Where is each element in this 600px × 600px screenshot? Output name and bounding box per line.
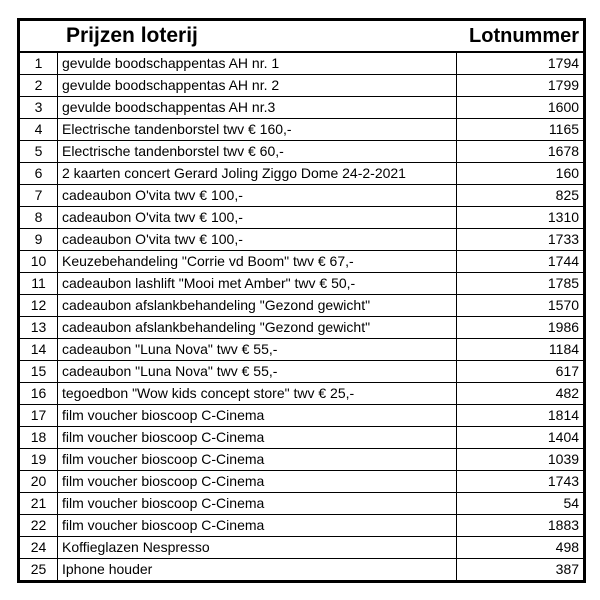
table-row (19, 295, 585, 317)
row-number-cell: 21 (19, 493, 58, 515)
lotnumber-cell: 1404 (457, 427, 585, 449)
table-row (19, 559, 585, 582)
lotnumber-cell: 1744 (457, 251, 585, 273)
table-row (19, 471, 585, 493)
lotnumber-cell: 1678 (457, 141, 585, 163)
prize-cell: tegoedbon "Wow kids concept store" twv € 25,- (58, 383, 457, 405)
row-number-cell: 8 (19, 207, 58, 229)
table-row (19, 75, 585, 97)
prize-table-header (19, 20, 585, 53)
table-row (19, 141, 585, 163)
lotnumber-cell: 1814 (457, 405, 585, 427)
prize-cell: cadeaubon lashlift "Mooi met Amber" twv € 50,- (58, 273, 457, 295)
row-number-cell: 14 (19, 339, 58, 361)
lotnumber-cell: 1794 (457, 52, 585, 75)
lotnumber-cell: 387 (457, 559, 585, 582)
row-number-cell: 15 (19, 361, 58, 383)
row-number-cell: 4 (19, 119, 58, 141)
prize-cell: cadeaubon O'vita twv € 100,- (58, 185, 457, 207)
row-number-cell: 9 (19, 229, 58, 251)
lotnumber-cell: 825 (457, 185, 585, 207)
lotnumber-cell: 1986 (457, 317, 585, 339)
table-row (19, 427, 585, 449)
table-row (19, 229, 585, 251)
prize-cell: cadeaubon O'vita twv € 100,- (58, 207, 457, 229)
prize-table-body (19, 52, 585, 582)
prize-cell: 2 kaarten concert Gerard Joling Ziggo Dome 24-2-2021 (58, 163, 457, 185)
prize-cell: cadeaubon afslankbehandeling "Gezond gewicht" (58, 317, 457, 339)
lotnumber-cell: 482 (457, 383, 585, 405)
prize-cell: film voucher bioscoop C-Cinema (58, 449, 457, 471)
table-row (19, 163, 585, 185)
table-row (19, 449, 585, 471)
row-number-cell: 13 (19, 317, 58, 339)
prize-cell: Electrische tandenborstel twv € 60,- (58, 141, 457, 163)
prize-cell: film voucher bioscoop C-Cinema (58, 515, 457, 537)
row-number-cell: 6 (19, 163, 58, 185)
prize-cell: cadeaubon afslankbehandeling "Gezond gewicht" (58, 295, 457, 317)
table-row (19, 537, 585, 559)
lotnumber-cell: 498 (457, 537, 585, 559)
lotnumber-cell: 1600 (457, 97, 585, 119)
prize-cell: cadeaubon "Luna Nova" twv € 55,- (58, 361, 457, 383)
table-row (19, 119, 585, 141)
lotnumber-cell: 1883 (457, 515, 585, 537)
prize-cell: film voucher bioscoop C-Cinema (58, 471, 457, 493)
lotnumber-cell: 617 (457, 361, 585, 383)
lotnumber-cell: 1743 (457, 471, 585, 493)
table-row (19, 52, 585, 75)
row-number-cell: 1 (19, 52, 58, 75)
table-row (19, 361, 585, 383)
table-row (19, 493, 585, 515)
row-number-cell: 18 (19, 427, 58, 449)
lotnumber-cell: 1165 (457, 119, 585, 141)
row-number-cell: 10 (19, 251, 58, 273)
row-number-cell: 5 (19, 141, 58, 163)
lotnumber-cell: 160 (457, 163, 585, 185)
prize-cell: Iphone houder (58, 559, 457, 582)
row-number-cell: 11 (19, 273, 58, 295)
row-number-cell: 3 (19, 97, 58, 119)
table-row (19, 273, 585, 295)
prize-cell: Electrische tandenborstel twv € 160,- (58, 119, 457, 141)
table-row (19, 251, 585, 273)
prize-cell: gevulde boodschappentas AH nr. 1 (58, 52, 457, 75)
prize-table (17, 18, 586, 583)
lotnumber-cell: 1733 (457, 229, 585, 251)
row-number-cell: 25 (19, 559, 58, 582)
row-number-cell: 2 (19, 75, 58, 97)
row-number-cell: 17 (19, 405, 58, 427)
row-number-cell: 7 (19, 185, 58, 207)
lotnumber-cell: 1184 (457, 339, 585, 361)
row-number-cell: 22 (19, 515, 58, 537)
row-number-cell: 20 (19, 471, 58, 493)
prize-cell: Koffieglazen Nespresso (58, 537, 457, 559)
table-row (19, 515, 585, 537)
row-number-cell: 24 (19, 537, 58, 559)
table-row (19, 405, 585, 427)
row-number-cell: 16 (19, 383, 58, 405)
lotnumber-cell: 1039 (457, 449, 585, 471)
table-row (19, 383, 585, 405)
lotnumber-cell: 1799 (457, 75, 585, 97)
table-row (19, 97, 585, 119)
table-row (19, 207, 585, 229)
lotnumber-column-header: Lotnummer (469, 24, 580, 47)
lotnumber-cell: 1785 (457, 273, 585, 295)
prize-cell: film voucher bioscoop C-Cinema (58, 427, 457, 449)
prize-cell: film voucher bioscoop C-Cinema (58, 493, 457, 515)
table-row (19, 339, 585, 361)
prize-cell: gevulde boodschappentas AH nr.3 (58, 97, 457, 119)
prize-cell: Keuzebehandeling "Corrie vd Boom" twv € 67,- (58, 251, 457, 273)
table-row (19, 317, 585, 339)
row-number-cell: 19 (19, 449, 58, 471)
table-row (19, 185, 585, 207)
row-number-cell: 12 (19, 295, 58, 317)
lotnumber-cell: 1310 (457, 207, 585, 229)
table-title: Prijzen loterij (66, 24, 198, 47)
lotnumber-cell: 54 (457, 493, 585, 515)
lotnumber-cell: 1570 (457, 295, 585, 317)
prize-cell: cadeaubon O'vita twv € 100,- (58, 229, 457, 251)
prize-cell: cadeaubon "Luna Nova" twv € 55,- (58, 339, 457, 361)
prize-cell: gevulde boodschappentas AH nr. 2 (58, 75, 457, 97)
prize-cell: film voucher bioscoop C-Cinema (58, 405, 457, 427)
